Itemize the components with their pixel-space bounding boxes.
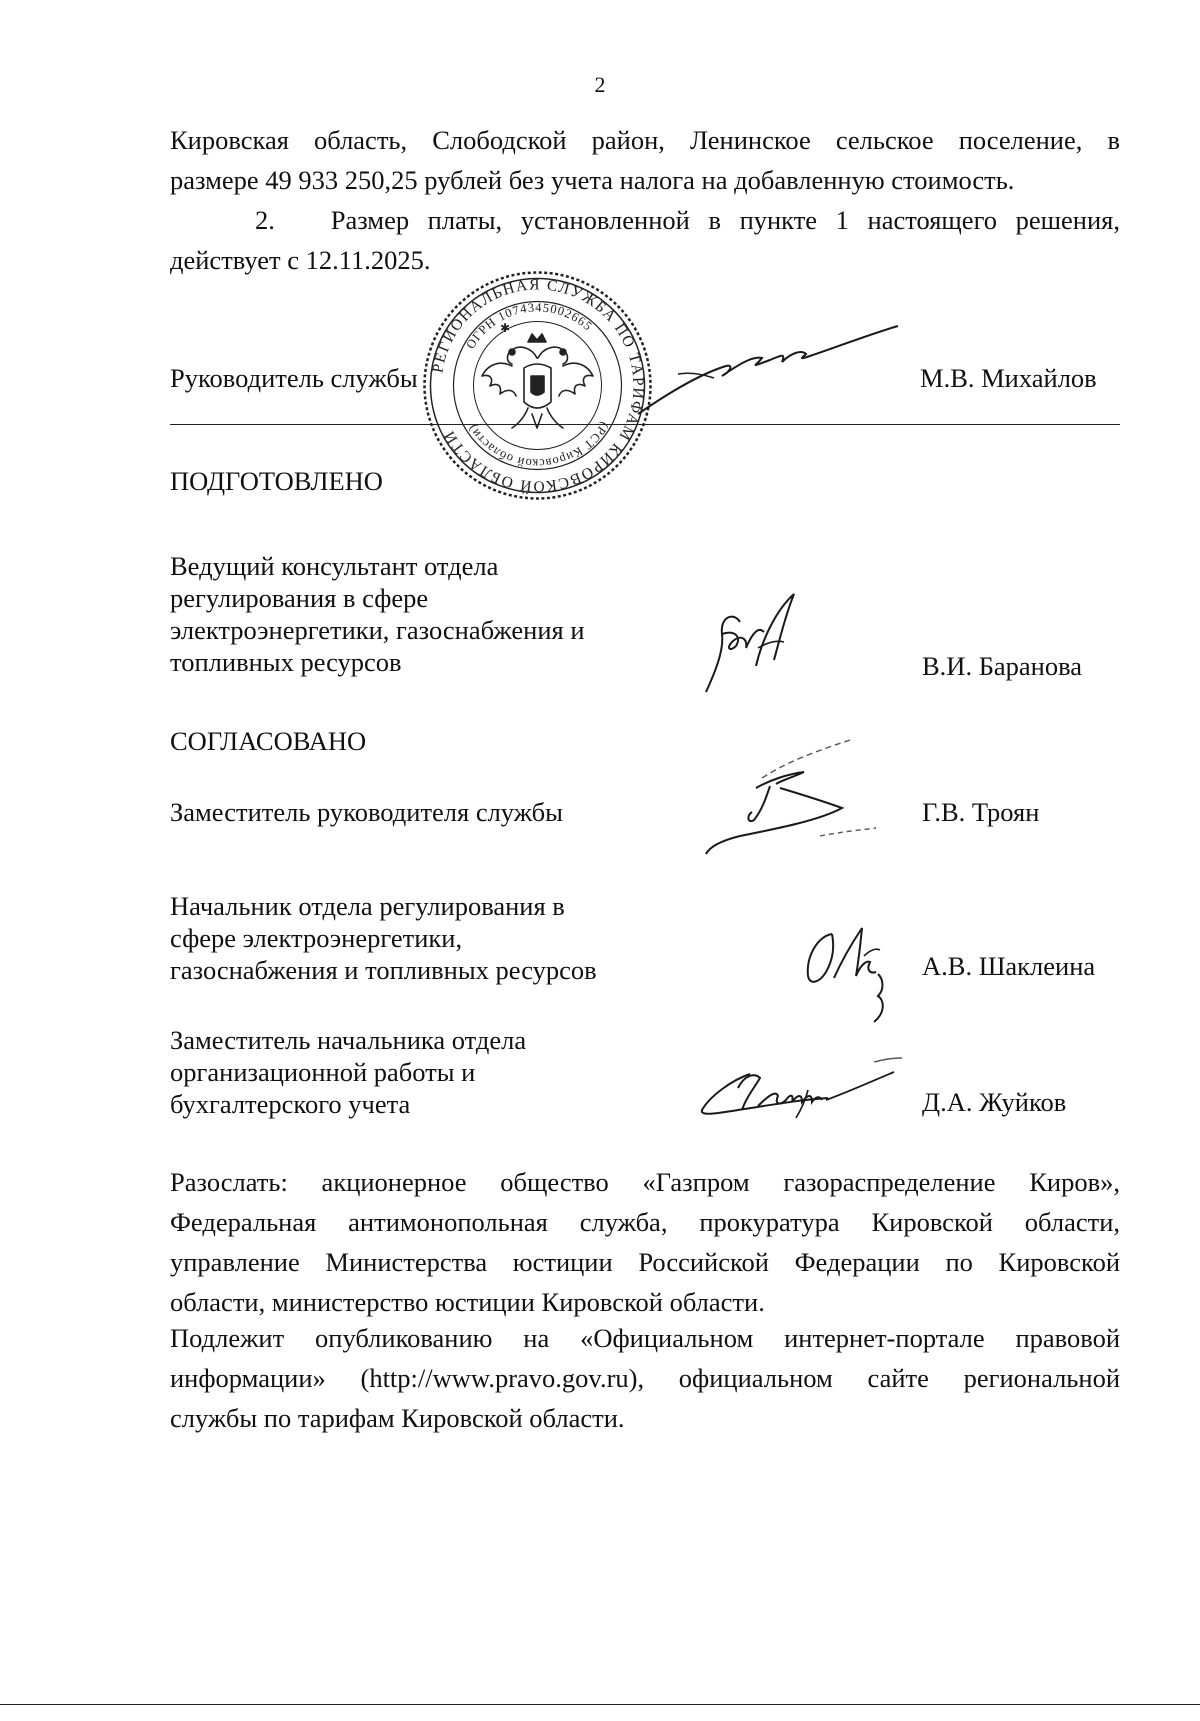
signature-baranova bbox=[700, 590, 810, 700]
distribution-line: Разослать: акционерное общество «Газпром газораспределение Киров», bbox=[170, 1167, 1120, 1197]
approved-signer-1-position bbox=[170, 796, 563, 828]
approved-signer-2-name: А.В. Шаклеина bbox=[922, 951, 1096, 981]
signature-zhuykov bbox=[698, 1054, 918, 1134]
prepared-heading: ПОДГОТОВЛЕНО bbox=[170, 466, 383, 496]
approved-signer-1-name: Г.В. Троян bbox=[922, 797, 1040, 827]
approved-signer-2-position-line: сфере электроэнергетики, bbox=[170, 923, 463, 953]
distribution-line: Федеральная антимонопольная служба, прокуратура Кировской области, bbox=[170, 1207, 1120, 1237]
distribution-line: управление Министерства юстиции Российской Федерации по Кировской bbox=[170, 1247, 1120, 1277]
prepared-name: В.И. Баранова bbox=[922, 651, 1083, 681]
body-paragraph-1-line-2: размере 49 933 250,25 рублей без учета налога на добавленную стоимость. bbox=[170, 165, 1015, 195]
approved-signer-2-position bbox=[170, 890, 597, 986]
prepared-position-line: Ведущий консультант отдела bbox=[170, 551, 499, 581]
body-paragraph-1-line-1: Кировская область, Слободской район, Ленинское сельское поселение, в bbox=[170, 125, 1120, 155]
body-paragraph-1 bbox=[170, 120, 1120, 200]
seal-outer-text: РЕГИОНАЛЬНАЯ СЛУЖБА ПО ТАРИФАМ КИРОВСКОЙ ОБЛАСТИ bbox=[429, 276, 647, 495]
distribution-list bbox=[170, 1162, 1120, 1322]
publication-line: службы по тарифам Кировской области. bbox=[170, 1403, 625, 1433]
body-paragraph-2-line-2: действует с 12.11.2025. bbox=[170, 245, 431, 275]
approved-signer-3-position-line: бухгалтерского учета bbox=[170, 1089, 411, 1119]
distribution-line: области, министерство юстиции Кировской области. bbox=[170, 1287, 765, 1317]
page-number: 2 bbox=[594, 72, 606, 97]
approved-signer-3-name: Д.А. Жуйков bbox=[922, 1087, 1067, 1117]
signature-mikhaylov bbox=[630, 322, 910, 422]
publication-line: Подлежит опубликованию на «Официальном интернет-портале правовой bbox=[170, 1323, 1120, 1353]
publication-note bbox=[170, 1318, 1120, 1438]
approved-signer-2-position-line: газоснабжения и топливных ресурсов bbox=[170, 955, 597, 985]
approved-signer-2-position-line: Начальник отдела регулирования в bbox=[170, 891, 565, 921]
prepared-position bbox=[170, 550, 585, 678]
approved-signer-3-position bbox=[170, 1024, 526, 1120]
signature-shakleina bbox=[800, 920, 910, 1030]
approved-signer-1-position-line: Заместитель руководителя службы bbox=[170, 797, 563, 827]
signatory-title: Руководитель службы bbox=[170, 363, 418, 393]
prepared-position-line: регулирования в сфере bbox=[170, 583, 429, 613]
seal-bottom-text: (РСТ Кировской области) bbox=[464, 419, 612, 471]
seal-inner-text: ОГРН 1074345002665 bbox=[463, 300, 596, 352]
svg-text:✱: ✱ bbox=[500, 321, 511, 335]
approved-heading: СОГЛАСОВАНО bbox=[170, 726, 367, 756]
page-bottom-rule bbox=[0, 1704, 1200, 1705]
eagle-emblem-icon bbox=[482, 334, 593, 428]
prepared-position-line: электроэнергетики, газоснабжения и bbox=[170, 615, 585, 645]
official-seal bbox=[420, 268, 655, 503]
publication-line: информации» (http://www.pravo.gov.ru), официальном сайте региональной bbox=[170, 1363, 1120, 1393]
prepared-position-line: топливных ресурсов bbox=[170, 647, 402, 677]
body-paragraph-2-line-1: 2. Размер платы, установленной в пункте 1 настоящего решения, bbox=[255, 205, 1120, 235]
signature-troyan bbox=[700, 736, 900, 866]
approved-signer-3-position-line: организационной работы и bbox=[170, 1057, 476, 1087]
signatory-name: М.В. Михайлов bbox=[920, 363, 1097, 393]
approved-signer-3-position-line: Заместитель начальника отдела bbox=[170, 1025, 527, 1055]
